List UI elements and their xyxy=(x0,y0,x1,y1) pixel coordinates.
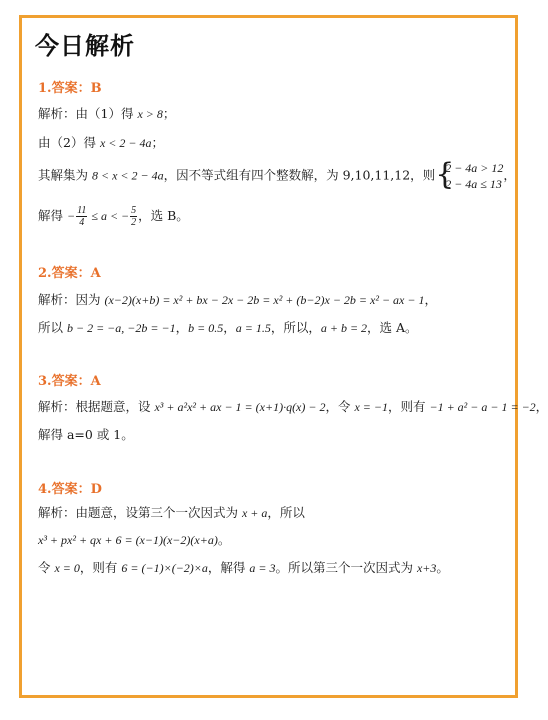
q2-line2-text: 所以 xyxy=(38,320,67,335)
q3-line1-math2: x = −1 xyxy=(354,400,388,414)
q1-line2 xyxy=(38,133,164,151)
q2-line1-text: 解析：因为 xyxy=(38,292,105,307)
q1-frac1-den: 4 xyxy=(79,217,85,228)
q1-answer: 1.答案：B xyxy=(38,81,102,96)
q3-line2: 解得 a=0 或 1。 xyxy=(38,427,134,442)
q4-line1-text: 解析：由题意，设第三个一次因式为 xyxy=(38,505,242,520)
q1-line2-end: ； xyxy=(151,135,164,150)
q4-line1-math: x + a xyxy=(241,506,268,520)
q4-line2-end: 。 xyxy=(217,532,231,547)
q1-line4-end: ，选 B。 xyxy=(138,208,189,223)
q3-line1-text: 解析：根据题意，设 xyxy=(38,399,155,414)
q1-frac1-num: 11 xyxy=(77,205,87,216)
q1-line4-mid: ≤ a < − xyxy=(88,209,130,223)
q4-line3-mid: ，则有 xyxy=(79,560,122,575)
q4-line3 xyxy=(38,558,449,576)
q4-line1 xyxy=(38,503,305,521)
q1-frac1 xyxy=(76,205,87,228)
q1-frac1-sign: − xyxy=(66,209,76,223)
q1-line1-end: ； xyxy=(162,106,176,121)
q1-frac2 xyxy=(130,205,137,228)
q1-system-bottom: 2 − 4a ≤ 13 xyxy=(445,177,502,191)
q3-line1-mid2: ，则有 xyxy=(388,399,430,414)
q4-answer: 4.答案：D xyxy=(38,482,102,497)
q1-line4 xyxy=(38,205,189,228)
q3-line1-end: ， xyxy=(535,399,548,414)
q2-line2-math4: a + b = 2 xyxy=(320,321,368,335)
q4-line3-math3: a = 3 xyxy=(249,561,276,575)
q1-line1 xyxy=(38,104,175,122)
q1-line2-math: x < 2 − 4a xyxy=(99,136,152,150)
q2-line2-math2: b = 0.5 xyxy=(188,321,224,335)
q2-line2 xyxy=(38,318,418,336)
q1-line3-text: 其解集为 xyxy=(38,167,92,183)
q2-answer: 2.答案：A xyxy=(38,266,101,281)
q4-line3-mid3: 。所以第三个一次因式为 xyxy=(275,560,417,575)
q2-line2-sep2: ， xyxy=(223,320,236,335)
q1-line3-mid: ，因不等式组有四个整数解，为 9,10,11,12，则 xyxy=(163,167,436,183)
q1-line1-text: 解析：由（1）得 xyxy=(38,106,138,121)
q4-line2 xyxy=(38,530,230,548)
q4-line3-text: 令 xyxy=(38,560,55,575)
q1-line2-text: 由（2）得 xyxy=(38,135,100,150)
q3-line1-math: x³ + a²x² + ax − 1 = (x+1)·q(x) − 2 xyxy=(154,400,326,414)
q1-frac2-den: 2 xyxy=(131,217,137,228)
q4-line3-mid2: ，解得 xyxy=(207,560,250,575)
q4-line1-end: ，所以 xyxy=(267,505,305,520)
q2-line2-math1: b − 2 = −a, −2b = −1 xyxy=(66,321,176,335)
q1-line3 xyxy=(38,157,516,192)
q1-line3-end: ， xyxy=(503,167,516,183)
q3-line1-mid: ，令 xyxy=(325,399,355,414)
q4-line3-end: 。 xyxy=(436,560,449,575)
q2-line1-end: ， xyxy=(424,292,437,307)
q4-line2-math: x³ + px² + qx + 6 = (x−1)(x−2)(x+a) xyxy=(38,533,218,547)
brace-glyph: { xyxy=(435,157,455,192)
q1-system-top: 2 − 4a > 12 xyxy=(445,161,504,175)
q3-line1 xyxy=(38,397,548,415)
q4-line3-math1: x = 0 xyxy=(54,561,80,575)
q3-line1-math3: −1 + a² − a − 1 = −2 xyxy=(429,400,536,414)
q2-line2-math3: a = 1.5 xyxy=(235,321,271,335)
q1-line4-text: 解得 xyxy=(38,208,67,223)
q1-inequality-system xyxy=(435,157,504,192)
q2-line1-math: (x−2)(x+b) = x² + bx − 2x − 2b = x² + (b−2)x − 2b = x² − ax − 1 xyxy=(104,293,425,307)
q2-line1 xyxy=(38,290,437,308)
q2-line2-end: ，选 A。 xyxy=(367,320,418,335)
page-title: 今日解析 xyxy=(35,32,135,60)
q1-frac2-num: 5 xyxy=(131,205,137,216)
q1-line3-math: 8 < x < 2 − 4a xyxy=(91,168,164,183)
q2-line2-sep1: ， xyxy=(175,320,189,335)
q4-line3-math2: 6 = (−1)×(−2)×a xyxy=(121,561,208,575)
q3-answer: 3.答案：A xyxy=(38,374,101,389)
q2-line2-sep3: ，所以， xyxy=(270,320,321,335)
q1-line1-math: x > 8 xyxy=(137,107,163,121)
q4-line3-math4: x+3 xyxy=(416,561,437,575)
